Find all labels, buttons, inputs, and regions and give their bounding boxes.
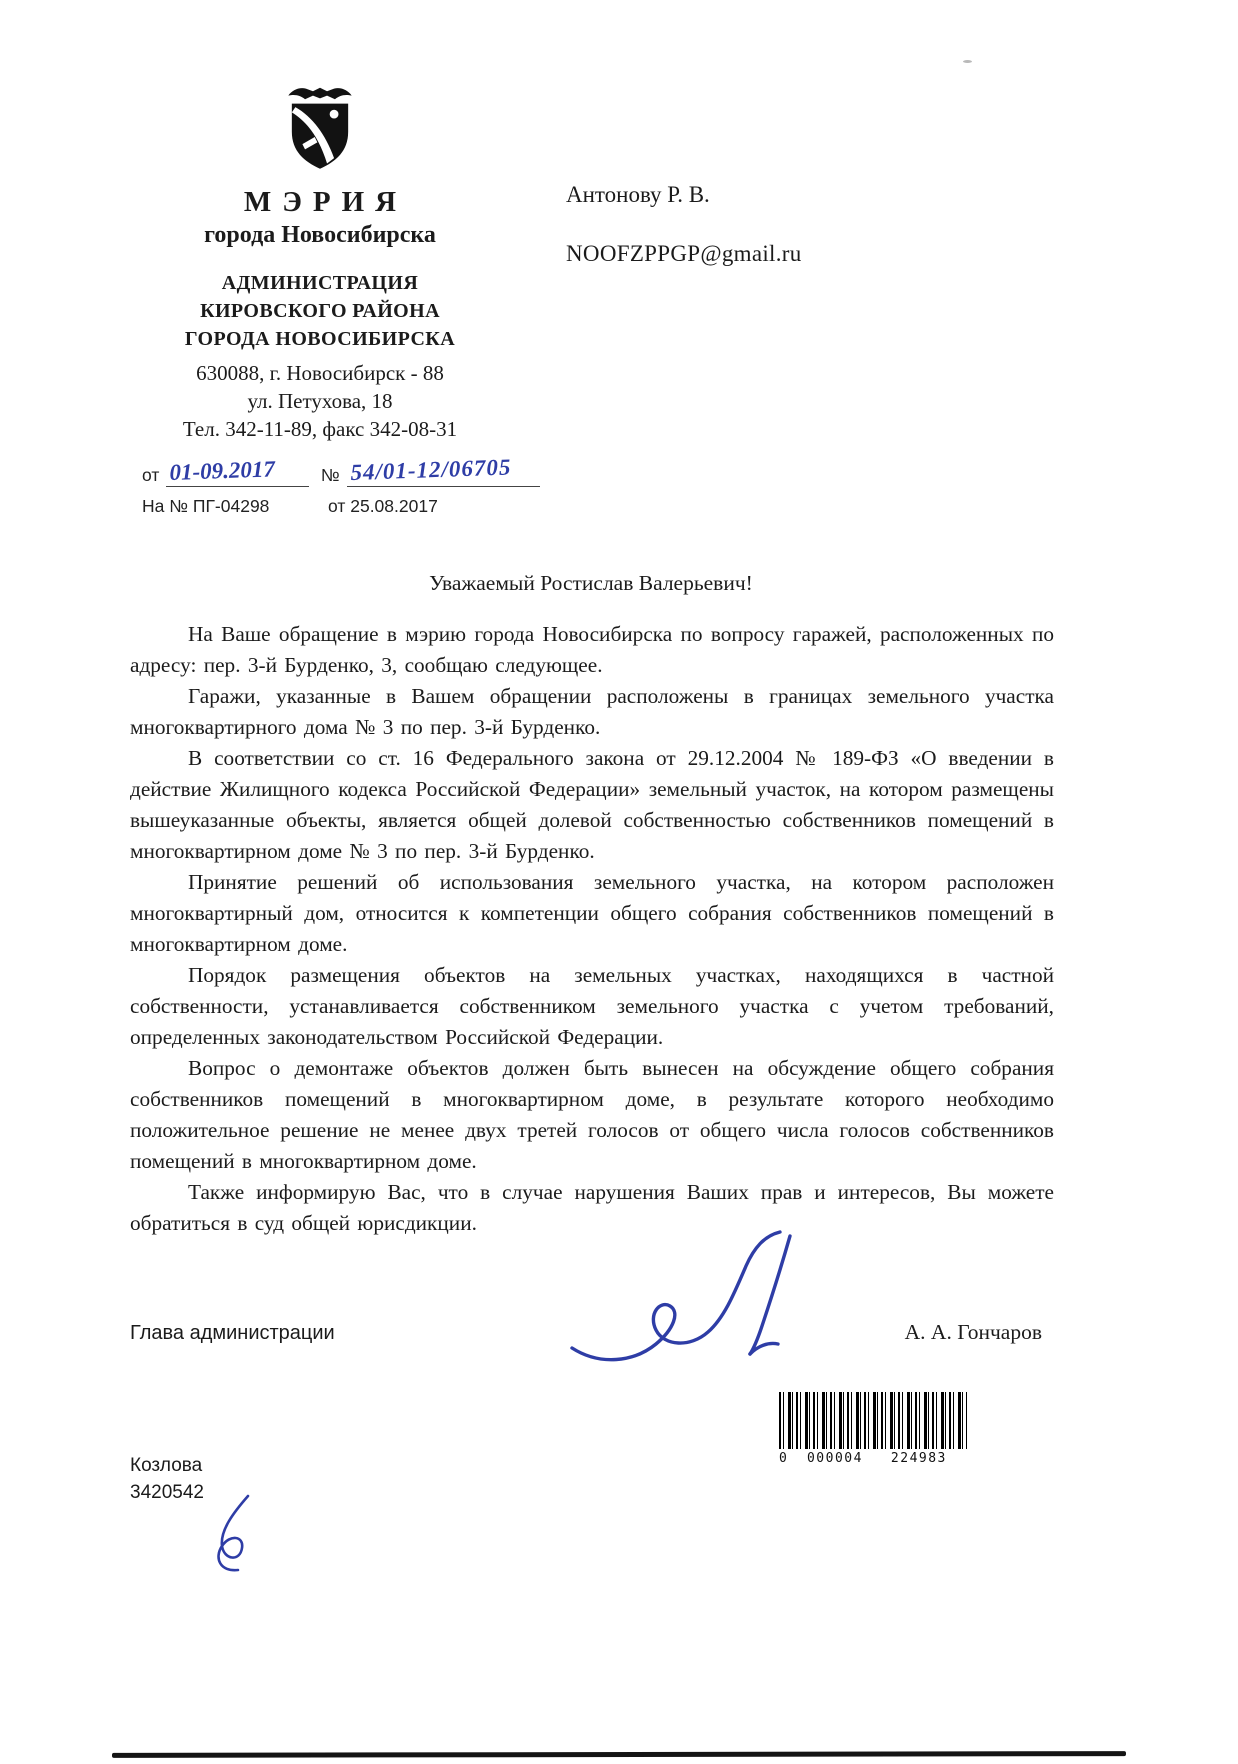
body-paragraph: В соответствии со ст. 16 Федерального закона от 29.12.2004 № 189-ФЗ «О введении в действие Жилищного кодекса Российской Федерации» земельный участок, на котором размещены вышеуказанные объекты, является общей долевой собственностью собственников помещений в многоквартирном доме № 3 по пер. 3-й Бурденко.	[130, 746, 1054, 863]
body-paragraph: Также информирую Вас, что в случае нарушения Ваших прав и интересов, Вы можете обратиться в суд общей юрисдикции.	[130, 1180, 1054, 1235]
barcode-digits: 0 000004 224983	[779, 1451, 947, 1466]
department-name	[100, 269, 540, 353]
from-label: от	[142, 465, 160, 485]
org-name: МЭРИЯ	[243, 186, 408, 218]
address-block	[100, 359, 540, 443]
signer-title: Глава администрации	[130, 1322, 335, 1344]
coat-of-arms-graphic	[275, 86, 365, 174]
scan-speck-artifact	[963, 60, 972, 63]
number-fill-line	[347, 454, 540, 487]
body-paragraph: Порядок размещения объектов на земельных участках, находящихся в частной собственности, устанавливается собственником земельного участка с учетом требований, определенных законодательством Российской Федерации.	[130, 963, 1054, 1049]
letterhead	[100, 86, 540, 517]
department-line-3: ГОРОДА НОВОСИБИРСКА	[184, 328, 456, 350]
address-line-2: ул. Петухова, 18	[247, 389, 393, 413]
reference-block	[100, 454, 540, 517]
recipient-name: Антонову Р. В.	[566, 182, 710, 207]
recipient-block	[566, 182, 802, 267]
phone-line: Тел. 342-11-89, факс 342-08-31	[182, 417, 458, 441]
handwritten-initials-icon	[194, 1490, 266, 1580]
body-paragraph: На Ваше обращение в мэрию города Новосибирска по вопросу гаражей, расположенных по адресу: пер. 3-й Бурденко, 3, сообщаю следующее.	[130, 622, 1054, 677]
novosibirsk-coat-of-arms-icon	[100, 86, 540, 178]
barcode-bars	[779, 1392, 967, 1449]
incoming-ref-number: На № ПГ-04298	[142, 496, 270, 516]
org-city: города Новосибирска	[204, 222, 436, 248]
outgoing-reference-row	[142, 454, 540, 487]
salutation: Уважаемый Ростислав Валерьевич!	[429, 571, 753, 595]
body-paragraph: Вопрос о демонтаже объектов должен быть вынесен на обсуждение общего собрания собственников помещений в многоквартирном доме, в результате которого необходимо положительное решение не менее двух третей голосов от общего числа голосов собственников помещений в многоквартирном доме.	[130, 1056, 1054, 1173]
body-paragraph: Принятие решений об использования земельного участка, на котором расположен многоквартирный дом, относится к компетенции общего собрания собственников помещений в многоквартирном доме.	[130, 870, 1054, 956]
executor-phone: 3420542	[130, 1482, 204, 1503]
address-line-1: 630088, г. Новосибирск - 88	[196, 361, 444, 385]
scan-edge-artifact	[112, 1751, 1126, 1758]
barcode	[779, 1392, 967, 1466]
letter-body	[130, 619, 1054, 1239]
handwritten-number: 54/01-12/06705	[349, 454, 512, 486]
handwritten-signature-icon	[556, 1228, 828, 1378]
number-label: №	[320, 465, 340, 485]
executor-name: Козлова	[130, 1455, 203, 1476]
recipient-email: NOOFZPPGP@gmail.ru	[566, 241, 802, 266]
incoming-reference-row	[142, 496, 540, 517]
incoming-ref-date: от 25.08.2017	[328, 496, 438, 516]
department-line-1: АДМИНИСТРАЦИЯ	[221, 272, 419, 294]
date-fill-line	[166, 456, 309, 487]
body-paragraph: Гаражи, указанные в Вашем обращении расположены в границах земельного участка многоквартирного дома № 3 по пер. 3-й Бурденко.	[130, 684, 1054, 739]
department-line-2: КИРОВСКОГО РАЙОНА	[200, 300, 440, 322]
handwritten-date: 01-09.2017	[169, 456, 276, 486]
signer-name: А. А. Гончаров	[904, 1320, 1042, 1344]
executor-block	[130, 1452, 204, 1506]
